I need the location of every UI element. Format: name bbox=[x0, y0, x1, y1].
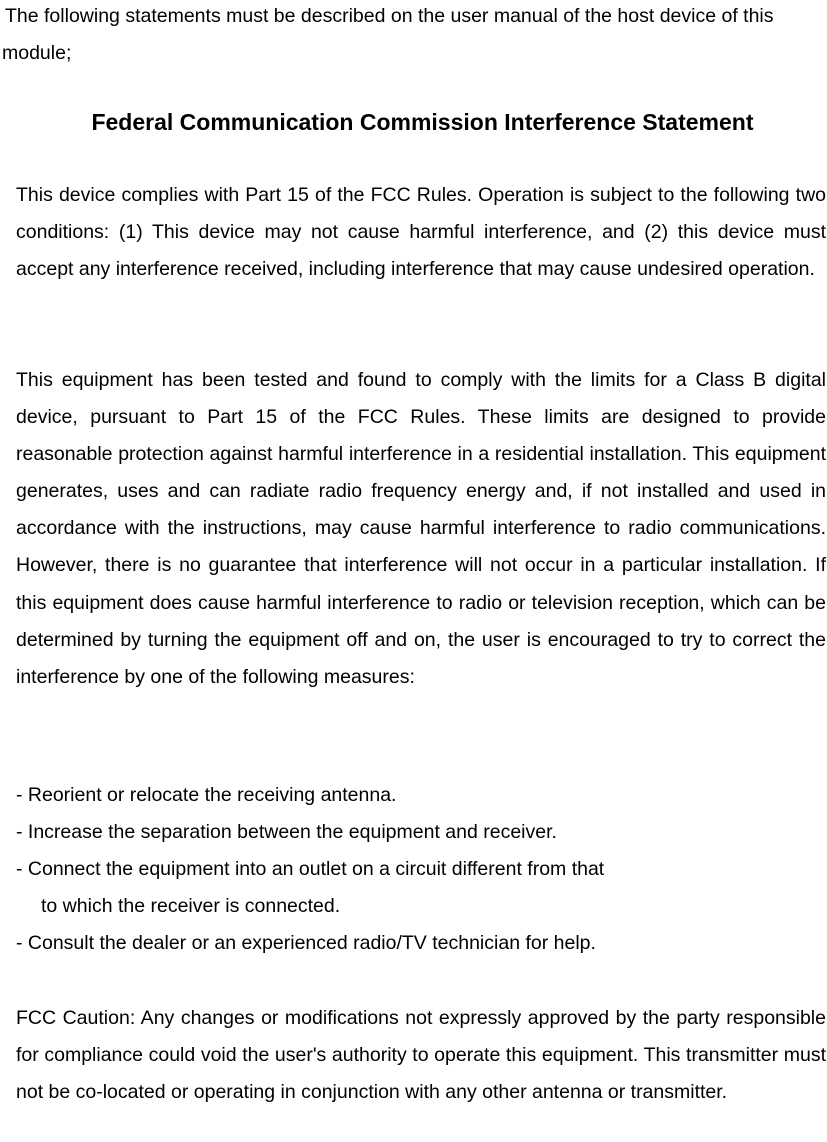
list-item: - Consult the dealer or an experienced radio/TV technician for help. bbox=[16, 932, 596, 955]
class-b-paragraph: This equipment has been tested and found to comply with the limits for a Class B digital device, pursuant to Part 15 of the FCC Rules. These limits are designed to provide reasonable protection against harmful interference in a residential installation. This equipment generates, uses and can radiate radio frequency energy and, if not installed and used in accordance with the instructions, may cause harmful interference to radio communications. However, there is no guarantee that interference will not occur in a particular installation. If this equipment does cause harmful interference to radio or television reception, which can be determined by turning the equipment off and on, the user is encouraged to try to correct the interference by one of the following measures: bbox=[16, 369, 826, 688]
list-item: - Increase the separation between the equipment and receiver. bbox=[16, 821, 557, 844]
caution-paragraph: FCC Caution: Any changes or modifications not expressly approved by the party responsible for compliance could void the user's authority to operate this equipment. This transmitter must not be co-located or operating in conjunction with any other antenna or transmitter. bbox=[16, 1007, 826, 1104]
list-item-continuation: to which the receiver is connected. bbox=[41, 895, 341, 918]
page-title: Federal Communication Commission Interference Statement bbox=[91, 109, 754, 135]
list-item: - Reorient or relocate the receiving antenna. bbox=[16, 784, 397, 806]
list-item: - Connect the equipment into an outlet on a circuit different from that bbox=[16, 858, 605, 881]
measures-list bbox=[16, 777, 826, 962]
compliance-paragraph: This device complies with Part 15 of the FCC Rules. Operation is subject to the following two conditions: (1) This device may not cause harmful interference, and (2) this device must accept any interference received, including interference that may cause undesired operation. bbox=[16, 184, 826, 281]
intro-text: The following statements must be described on the user manual of the host device of this module; bbox=[2, 5, 774, 64]
